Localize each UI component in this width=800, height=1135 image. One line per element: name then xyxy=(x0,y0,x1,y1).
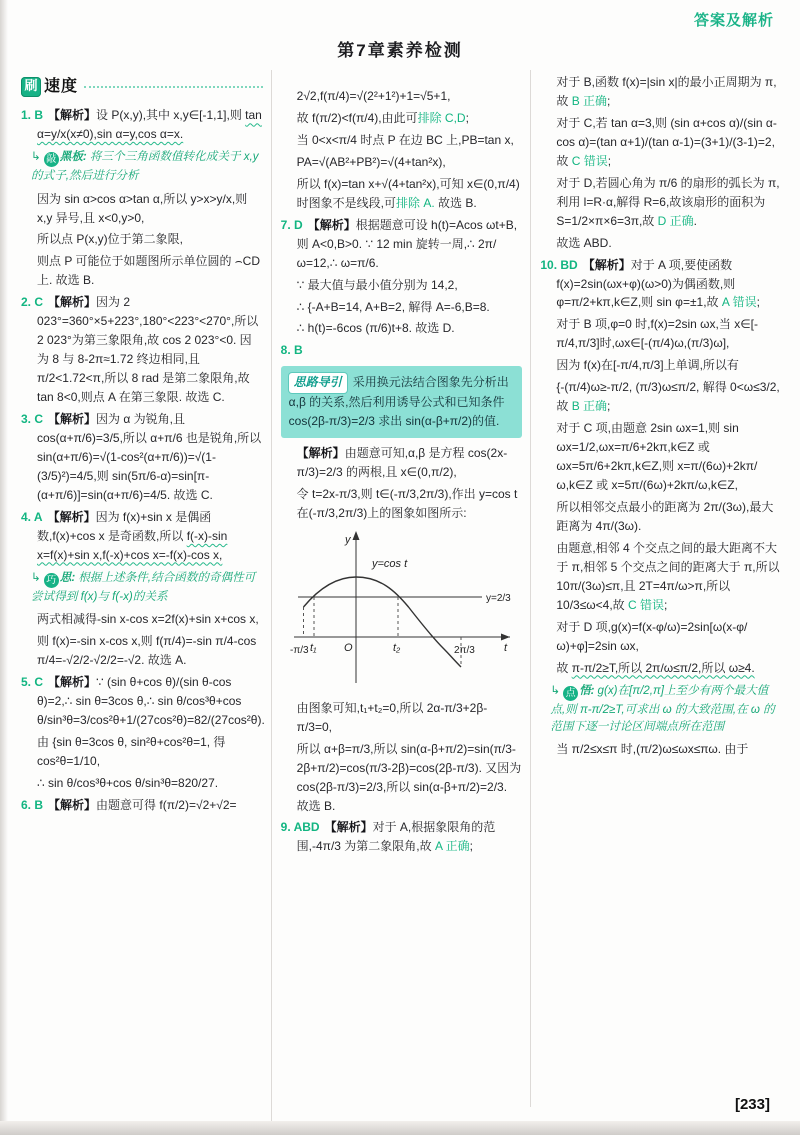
cosine-curve xyxy=(303,577,461,667)
text-segment: 对于 D 项,g(x)=f(x-φ/ω)=2sin[ω(x-φ/ω)+φ]=2sin ωx, xyxy=(556,619,748,653)
text-segment: 排除 C,D xyxy=(417,110,466,125)
text-segment: 所以相邻交点最小的距离为 2π/(3ω),最大距离为 4π/(3ω). xyxy=(556,500,774,533)
text-segment: 【解析】 xyxy=(48,108,97,123)
solution-paragraph xyxy=(540,419,782,495)
item-answer: 4. A xyxy=(21,509,43,524)
text-segment: 因为 2 023°=360°×5+223°,180°<223°<270°,所以 2 023°为第三象限角,故 cos 2 023°<0. 因为 8 与 8-2π≈1.72 终边相同,且 π/2<1.72<π,所以 8 rad 是第二象限角,故 tan 8<0,则点 A 在第三象限. 故选 C. xyxy=(37,295,259,405)
text-segment: ; xyxy=(465,110,469,125)
teacher-note xyxy=(31,569,263,605)
cosine-graph xyxy=(286,527,518,695)
text-segment: 2√2,f(π/4)=√(2²+1²)+1=√5+1, xyxy=(296,89,451,103)
answer-item xyxy=(21,508,263,565)
answer-item xyxy=(21,293,263,407)
text-segment: C 错误 xyxy=(628,597,665,612)
answer-item xyxy=(21,673,263,730)
text-segment: PA=√(AB²+PB²)=√(4+tan²x), xyxy=(296,154,446,169)
text-segment: 当 π/2≤x≤π 时,(π/2)ω≤ωx≤πω. 由于 xyxy=(556,742,749,757)
solution-paragraph xyxy=(281,740,523,816)
text-segment: 【解析】 xyxy=(48,295,97,310)
text-segment: 【解析】 xyxy=(296,445,345,460)
column-left xyxy=(12,70,271,1107)
item-answer: 8. B xyxy=(280,343,303,358)
brush-badge-icon: 刷 xyxy=(21,77,41,97)
solution-paragraph xyxy=(281,153,523,172)
content-columns xyxy=(12,70,790,1107)
right-tick-label: 2π/3 xyxy=(453,644,475,656)
t-axis-label: t xyxy=(503,641,507,654)
solution-paragraph xyxy=(281,319,523,338)
text-segment: 【解析】 xyxy=(48,412,97,427)
solution-paragraph xyxy=(281,109,523,128)
teacher-note xyxy=(31,148,263,184)
text-segment: 对于 B 项,φ=0 时,f(x)=2sin ωx,当 x∈[-π/4,π/3]时,ωx∈[-(π/4)ω,(π/3)ω], xyxy=(556,317,758,351)
answer-item xyxy=(21,106,263,144)
text-segment: 故选 ABD. xyxy=(556,235,612,250)
text-segment: A 正确 xyxy=(434,839,470,854)
solution-paragraph xyxy=(281,87,523,106)
section-badge xyxy=(21,74,263,99)
note-text: g(x)在[π/2,π]上至少有两个最大值点,则 π-π/2≥T,可求出 ω 的大致范围,在 ω 的范围下逐一讨论区间端点所在范围 xyxy=(550,683,775,733)
text-segment: tan α=y/x(x≠0),sin α=y,cos α=x. xyxy=(37,108,262,142)
text-segment: 由 {sin θ=3cos θ, sin²θ+cos²θ=1, 得 cos²θ=1/10, xyxy=(37,734,226,768)
page-number: [233] xyxy=(734,1096,770,1113)
note-arrow-icon: ↳ xyxy=(31,150,41,164)
t2-label: t₂ xyxy=(392,641,400,654)
note-circle-badge: 敲 xyxy=(44,152,59,167)
text-segment: ; xyxy=(664,597,668,612)
answer-item xyxy=(540,256,782,313)
text-segment: 所以 α+β=π/3,所以 sin(α-β+π/2)=sin(π/3-2β+π/2)=cos(π/3-2β)=cos(2β-π/3). 又因为 cos(2β-π/3)=2/3,所以 sin(α-β+π/2)=2/3. 故选 B. xyxy=(296,741,522,813)
solution-paragraph xyxy=(540,378,782,416)
text-segment: ; xyxy=(469,839,473,854)
text-segment: ; xyxy=(756,295,760,310)
text-segment: 对于 A 项,要使函数 f(x)=2sin(ωx+φ)(ω>0)为偶函数,则 φ=π/2+kπ,k∈Z,则 sin φ=±1,故 xyxy=(556,257,736,310)
answer-item xyxy=(281,818,523,856)
note-arrow-icon: ↳ xyxy=(31,570,41,584)
solution-paragraph xyxy=(21,733,263,771)
text-segment: 当 0<x<π/4 时点 P 在边 BC 上,PB=tan x, xyxy=(296,132,514,147)
solution-paragraph xyxy=(540,539,782,615)
text-segment: 对于 B,函数 f(x)=|sin x|的最小正周期为 π,故 xyxy=(556,75,777,108)
item-answer: 2. C xyxy=(21,295,44,310)
text-segment: 则 f(x)=-sin x-cos x,则 f(π/4)=-sin π/4-cos π/4=-√2/2-√2/2=-√2. 故选 A. xyxy=(37,634,257,667)
t-axis-arrow xyxy=(501,633,510,640)
note-circle-badge: 点 xyxy=(563,686,578,701)
y-axis-label: y xyxy=(344,533,350,546)
solution-paragraph xyxy=(281,175,523,213)
guide-text: 采用换元法结合图象先分析出 α,β 的关系,然后利用诱导公式和已知条件 cos(2β-π/3)=2/3 求出 sin(α-β+π/2)的值. xyxy=(288,375,509,428)
solution-paragraph xyxy=(21,230,263,249)
text-segment: 【解析】 xyxy=(48,674,97,689)
solution-paragraph xyxy=(540,114,782,171)
note-circle-badge: 巧 xyxy=(44,573,59,588)
solution-paragraph xyxy=(540,740,782,759)
text-segment: 【解析】 xyxy=(307,217,356,232)
item-answer: 5. C xyxy=(21,674,44,689)
text-segment: ∵ 最大值与最小值分别为 14,2, xyxy=(296,277,458,292)
t1-label: t₁ xyxy=(309,641,317,654)
text-segment: 两式相减得-sin x-cos x=2f(x)+sin x+cos x, xyxy=(37,612,259,627)
column-right xyxy=(530,70,790,1107)
page-left-edge xyxy=(0,0,8,1135)
solution-paragraph xyxy=(281,276,523,295)
text-segment: 令 t=2x-π/3,则 t∈(-π/3,2π/3),作出 y=cos t 在(-π/3,2π/3)上的图象如图所示: xyxy=(296,486,518,520)
solution-paragraph xyxy=(21,252,263,290)
text-segment: 由图象可知,t₁+t₂=0,所以 2α-π/3+2β-π/3=0, xyxy=(296,700,488,734)
note-label: 思: xyxy=(59,570,76,584)
solution-paragraph xyxy=(540,356,782,375)
solution-paragraph xyxy=(540,618,782,656)
page-bottom-edge xyxy=(0,1121,800,1135)
y-axis-arrow xyxy=(352,531,359,540)
page-header-label: 答案及解析 xyxy=(693,12,774,29)
text-segment: 因为 f(x)+sin x 是偶函数,f(x)+cos x 是奇函数,所以 xyxy=(37,509,212,543)
solution-paragraph xyxy=(21,632,263,670)
text-segment: 所以 f(x)=tan x+√(4+tan²x),可知 x∈(0,π/4)时图象不是线段,可 xyxy=(296,176,520,210)
text-segment: D 正确 xyxy=(657,213,694,228)
text-segment: 【解析】 xyxy=(47,509,96,524)
answer-item xyxy=(281,216,523,273)
text-segment: 【解析】 xyxy=(48,797,97,812)
text-segment: 因为 f(x)在[-π/4,π/3]上单调,所以有 xyxy=(556,358,739,373)
guide-label: 思路导引 xyxy=(289,373,347,392)
solution-paragraph xyxy=(21,190,263,228)
text-segment: B 正确 xyxy=(571,93,608,108)
answer-item xyxy=(21,410,263,505)
answer-item xyxy=(21,796,263,815)
item-answer: 9. ABD xyxy=(280,820,320,835)
text-segment: ∴ {-A+B=14, A+B=2, 解得 A=-6,B=8. xyxy=(296,299,490,314)
text-segment: 由题意可知,α,β 是方程 cos(2x-π/3)=2/3 的两根,且 x∈(0,π/2), xyxy=(296,445,508,479)
origin-label: O xyxy=(343,641,353,654)
solution-paragraph xyxy=(540,659,782,678)
text-segment: ∴ sin θ/cos³θ+cos θ/sin³θ=820/27. xyxy=(37,775,219,790)
text-segment: 由题意,相邻 4 个交点之间的最大距离不大于 π,相邻 5 个交点之间的距离大于 π,所以 10π/(3ω)≤π,且 2T=4π/ω>π,所以 10/3≤ω<4,故 xyxy=(556,540,780,612)
note-label: 悟: xyxy=(579,683,595,697)
solution-paragraph xyxy=(540,174,782,231)
text-segment: ; xyxy=(607,153,612,168)
text-segment: 故选 B. xyxy=(434,195,477,210)
item-answer: 10. BD xyxy=(540,257,578,272)
text-segment: 对于 D,若圆心角为 π/6 的扇形的弧长为 π,利用 l=R·α,解得 R=6,故该扇形的面积为 S=1/2×π×6=3π,故 xyxy=(556,175,780,228)
dotted-divider xyxy=(84,86,263,88)
column-middle xyxy=(271,70,531,1121)
thinking-guide-box xyxy=(281,366,523,438)
section-badge-label: 速度 xyxy=(44,78,79,95)
solution-paragraph xyxy=(21,774,263,793)
text-segment: 排除 A. xyxy=(396,195,435,210)
solution-paragraph xyxy=(281,699,523,737)
solution-paragraph xyxy=(281,485,523,523)
text-segment: 【解析】 xyxy=(582,257,631,272)
text-segment: f(-x)-sin x=f(x)+sin x,f(-x)+cos x=-f(x)-cos x, xyxy=(37,528,228,562)
text-segment: 故 f(π/2)<f(π/4),由此可 xyxy=(296,110,418,125)
text-segment: π-π/2≥T,所以 2π/ω≤π/2,所以 ω≥4. xyxy=(571,660,755,675)
solution-paragraph xyxy=(281,298,523,317)
text-segment: 根据题意可设 h(t)=Acos ωt+B,则 A<0,B>0. ∵ 12 min 旋转一周,∴ 2π/ω=12,∴ ω=π/6. xyxy=(296,217,518,270)
text-segment: 对于 C,若 tan α=3,则 (sin α+cos α)/(sin α-cos α)=(tan α+1)/(tan α-1)=(3+1)/(3-1)=2,故 xyxy=(556,115,777,168)
text-segment: 对于 A,根据象限角的范围,-4π/3 为第二象限角,故 xyxy=(296,820,496,854)
solution-paragraph xyxy=(21,610,263,629)
text-segment: ; xyxy=(607,93,611,108)
solution-paragraph xyxy=(540,498,782,536)
text-segment: 故 xyxy=(556,660,572,675)
item-answer: 7. D xyxy=(280,217,303,232)
text-segment: ∴ h(t)=-6cos (π/6)t+8. 故选 D. xyxy=(296,321,455,336)
text-segment: 【解析】 xyxy=(324,820,373,835)
note-text: 将三个三角函数值转化成关于 x,y 的式子,然后进行分析 xyxy=(31,150,259,183)
item-answer: 3. C xyxy=(21,412,44,427)
note-text: 根据上述条件,结合函数的奇偶性可尝试得到 f(x)与 f(-x)的关系 xyxy=(31,570,256,603)
answer-item xyxy=(281,341,523,360)
item-answer: 6. B xyxy=(21,797,44,812)
text-segment: . xyxy=(693,213,697,228)
text-segment: 因为 α 为锐角,且 cos(α+π/6)=3/5,所以 α+π/6 也是锐角,所以 sin(α+π/6)=√(1-cos²(α+π/6))=√(1-(3/5)²)=4/5,则 sin(5π/6-α)=sin[π-(α+π/6)]=sin(α+π/6)=4/5. 故选 C. xyxy=(37,412,262,502)
note-arrow-icon: ↳ xyxy=(550,683,561,697)
text-segment: ; xyxy=(607,399,611,414)
solution-paragraph xyxy=(281,131,523,150)
note-label: 黑板: xyxy=(59,150,87,164)
text-segment: 则点 P 可能位于如题图所示单位圆的 ⌢CD 上. 故选 B. xyxy=(37,254,261,288)
text-segment: B 正确 xyxy=(571,399,608,414)
text-segment: {-(π/4)ω≥-π/2, (π/3)ω≤π/2, 解得 0<ω≤3/2,故 xyxy=(556,380,780,414)
solution-paragraph xyxy=(540,234,782,253)
text-segment: C 错误 xyxy=(571,153,608,168)
solution-paragraph xyxy=(540,73,782,111)
left-tick-label: -π/3 xyxy=(289,644,309,656)
text-segment: 由题意可得 f(π/2)=√2+√2= xyxy=(96,797,237,812)
solution-paragraph xyxy=(540,315,782,353)
teacher-note xyxy=(550,682,782,736)
page-title: 第7章素养检测 xyxy=(337,41,463,60)
cosine-graph-svg xyxy=(286,527,518,695)
line-label: y=2/3 xyxy=(485,592,511,604)
text-segment: 设 P(x,y),其中 x,y∈[-1,1],则 xyxy=(96,108,246,123)
text-segment: 所以点 P(x,y)位于第二象限, xyxy=(37,232,183,247)
text-segment: 因为 sin α>cos α>tan α,所以 y>x>y/x,则 x,y 异号,且 x<0,y>0, xyxy=(37,191,248,225)
text-segment: 对于 C 项,由题意 2sin ωx=1,则 sin ωx=1/2,ωx=π/6+2kπ,k∈Z 或 ωx=5π/6+2kπ,k∈Z,则 x=π/(6ω)+2kπ/ω,k∈Z 或 x=5π/(6ω)+2kπ/ω,k∈Z, xyxy=(556,421,758,493)
text-segment: A 错误 xyxy=(721,295,757,310)
item-answer: 1. B xyxy=(21,108,44,123)
curve-label: y=cos t xyxy=(371,557,407,570)
solution-paragraph xyxy=(281,444,523,482)
text-segment: ∵ (sin θ+cos θ)/(sin θ-cos θ)=2,∴ sin θ=3cos θ,∴ sin θ/cos³θ+cos θ/sin³θ=3/cos²θ+1/(27cos²θ)=82/(27cos²θ). xyxy=(37,674,265,727)
